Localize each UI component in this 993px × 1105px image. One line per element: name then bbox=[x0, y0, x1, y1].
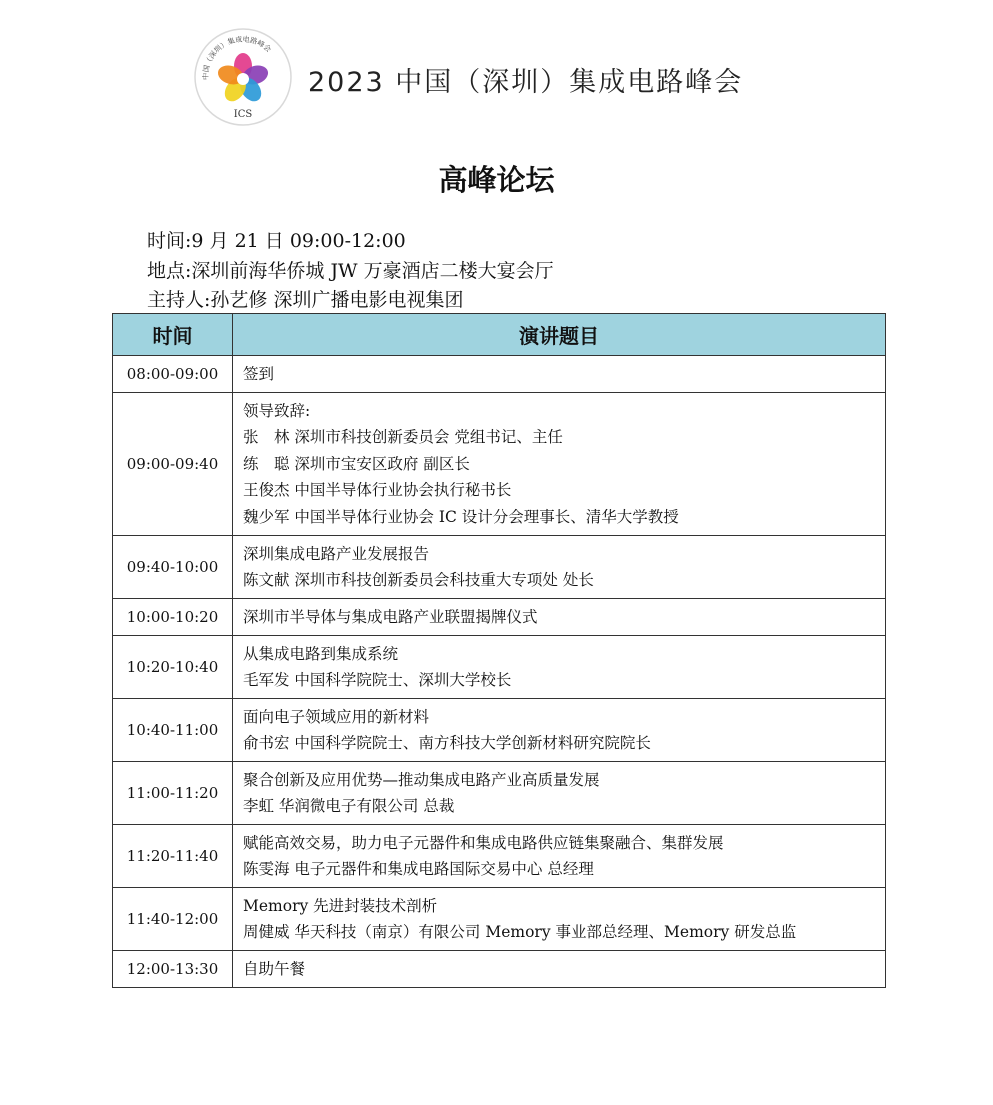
topic-line: 陈雯海 电子元器件和集成电路国际交易中心 总经理 bbox=[243, 860, 594, 878]
table-row bbox=[113, 393, 886, 536]
conference-logo bbox=[193, 27, 293, 127]
topic-line: 王俊杰 中国半导体行业协会执行秘书长 bbox=[243, 481, 512, 500]
time-cell: 12:00-13:30 bbox=[113, 951, 233, 988]
topic-line: 练 聪 深圳市宝安区政府 副区长 bbox=[243, 454, 470, 473]
time-cell: 10:40-11:00 bbox=[113, 699, 233, 762]
time-cell: 11:40-12:00 bbox=[113, 888, 233, 951]
time-cell: 11:00-11:20 bbox=[113, 762, 233, 825]
topic-line: 俞书宏 中国科学院院士、南方科技大学创新材料研究院院长 bbox=[243, 734, 651, 752]
topic-line: 从集成电路到集成系统 bbox=[243, 644, 399, 663]
topic-line: 聚合创新及应用优势—推动集成电路产业高质量发展 bbox=[243, 770, 600, 789]
event-place: 地点:深圳前海华侨城 JW 万豪酒店二楼大宴会厅 bbox=[147, 260, 554, 282]
time-cell: 08:00-09:00 bbox=[113, 356, 233, 393]
topic-line: 张 林 深圳市科技创新委员会 党组书记、主任 bbox=[243, 428, 563, 447]
time-cell: 09:00-09:40 bbox=[113, 393, 233, 536]
topic-line: 李虹 华润微电子有限公司 总裁 bbox=[243, 797, 455, 815]
topic-line: 领导致辞: bbox=[243, 401, 311, 420]
event-time: 时间:9 月 21 日 09:00-12:00 bbox=[147, 230, 406, 252]
logo-abbr: ICS bbox=[233, 109, 253, 120]
conference-title: 2023 中国（深圳）集成电路峰会 bbox=[308, 67, 744, 98]
time-cell: 10:20-10:40 bbox=[113, 636, 233, 699]
time-cell: 10:00-10:20 bbox=[113, 599, 233, 636]
topic-line: 深圳集成电路产业发展报告 bbox=[243, 544, 430, 563]
topic-line: 深圳市半导体与集成电路产业联盟揭牌仪式 bbox=[243, 607, 538, 626]
topic-cell bbox=[233, 699, 886, 762]
time-cell: 09:40-10:00 bbox=[113, 536, 233, 599]
logo-ring-text: 中国（深圳）集成电路峰会 bbox=[200, 34, 273, 81]
topic-line: 毛军发 中国科学院院士、深圳大学校长 bbox=[243, 671, 512, 689]
table-row bbox=[113, 951, 886, 988]
topic-line: 周健威 华天科技（南京）有限公司 Memory 事业部总经理、Memory 研发总监 bbox=[243, 923, 797, 941]
topic-cell bbox=[233, 356, 886, 393]
topic-cell bbox=[233, 536, 886, 599]
table-row bbox=[113, 599, 886, 636]
topic-cell bbox=[233, 888, 886, 951]
column-header-topic: 演讲题目 bbox=[233, 314, 886, 356]
schedule-table bbox=[112, 313, 886, 988]
column-header-time: 时间 bbox=[113, 314, 233, 356]
event-host: 主持人:孙艺修 深圳广播电影电视集团 bbox=[147, 289, 464, 311]
page-title: 高峰论坛 bbox=[438, 163, 555, 197]
table-row bbox=[113, 636, 886, 699]
topic-cell bbox=[233, 599, 886, 636]
topic-line: 陈文献 深圳市科技创新委员会科技重大专项处 处长 bbox=[243, 571, 594, 589]
topic-cell bbox=[233, 636, 886, 699]
topic-line: 自助午餐 bbox=[243, 959, 306, 978]
table-row bbox=[113, 699, 886, 762]
table-row bbox=[113, 825, 886, 888]
topic-cell bbox=[233, 951, 886, 988]
topic-cell bbox=[233, 762, 886, 825]
topic-line: 魏少军 中国半导体行业协会 IC 设计分会理事长、清华大学教授 bbox=[243, 507, 679, 526]
topic-line: 签到 bbox=[243, 364, 275, 383]
table-header-row bbox=[113, 314, 886, 356]
topic-line: 赋能高效交易，助力电子元器件和集成电路供应链集聚融合、集群发展 bbox=[243, 833, 724, 852]
topic-cell bbox=[233, 825, 886, 888]
flower-logo-icon bbox=[193, 27, 293, 127]
table-row bbox=[113, 762, 886, 825]
table-row bbox=[113, 536, 886, 599]
table-row bbox=[113, 888, 886, 951]
time-cell: 11:20-11:40 bbox=[113, 825, 233, 888]
topic-line: 面向电子领域应用的新材料 bbox=[243, 707, 430, 726]
topic-cell bbox=[233, 393, 886, 536]
schedule-body bbox=[113, 356, 886, 988]
topic-line: Memory 先进封装技术剖析 bbox=[243, 896, 438, 915]
table-row bbox=[113, 356, 886, 393]
